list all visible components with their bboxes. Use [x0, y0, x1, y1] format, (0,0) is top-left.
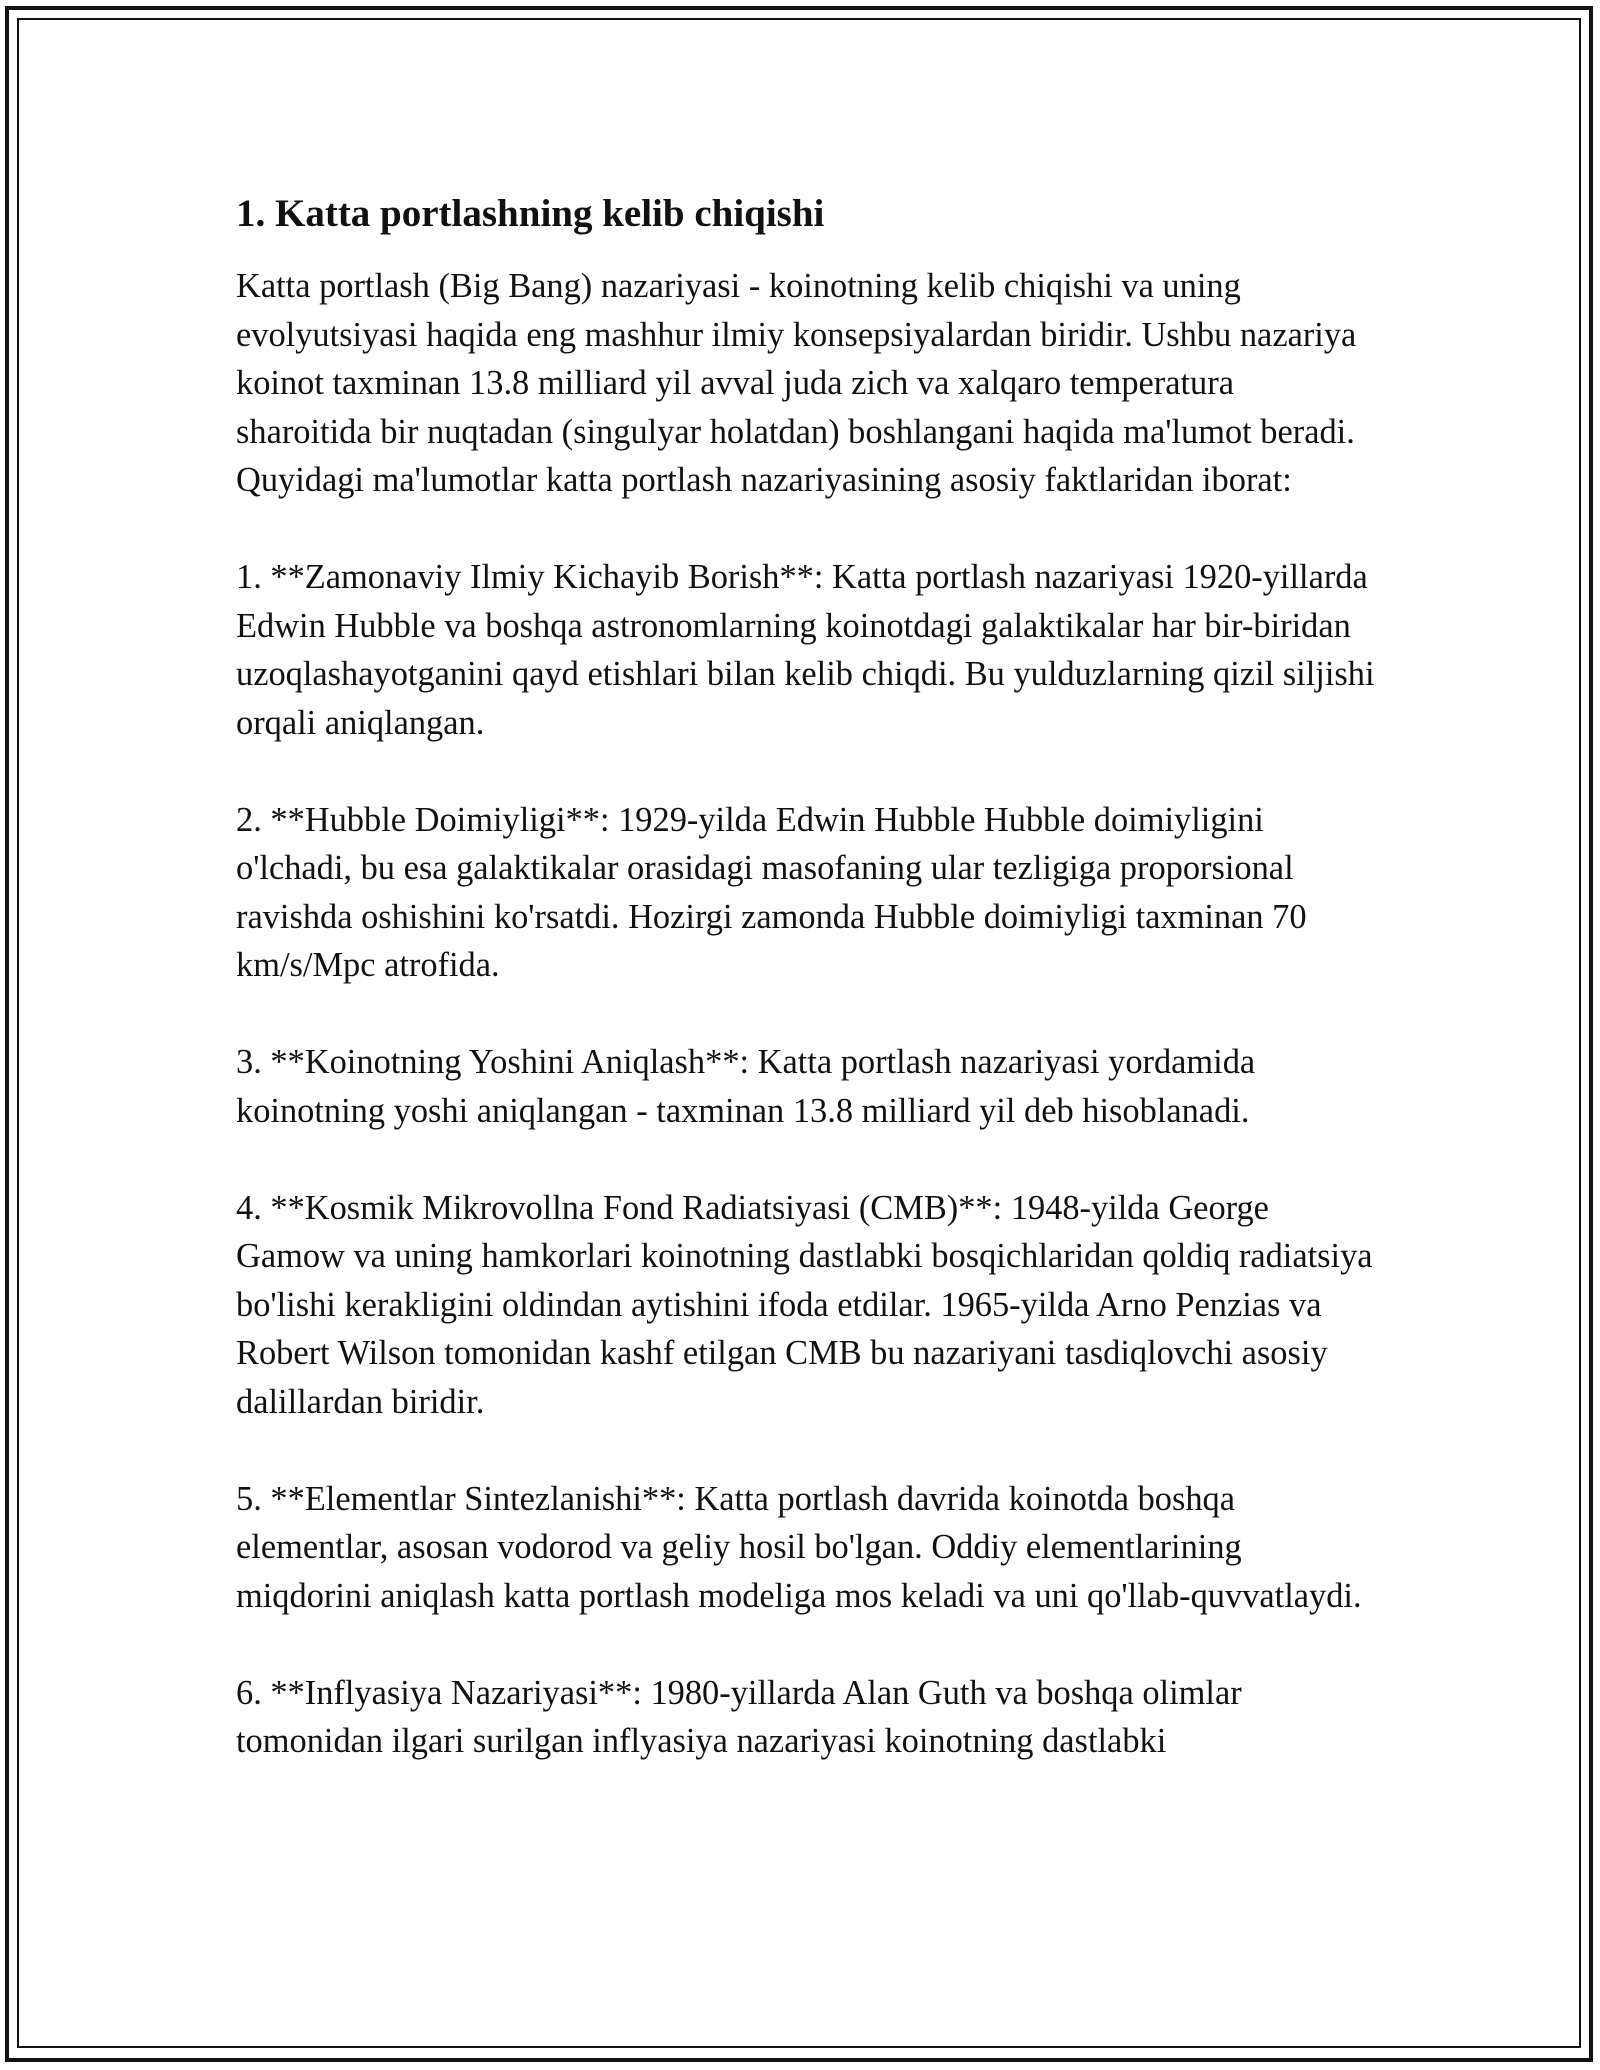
section-heading: 1. Katta portlashning kelib chiqishi	[236, 192, 825, 235]
fact-item-6: 6. **Inflyasiya Nazariyasi**: 1980-yillarda Alan Guth va boshqa olimlar tomonidan ilgari surilgan inflyasiya nazariyasi koinotning dastlabki	[236, 1673, 1242, 1760]
fact-item-4: 4. **Kosmik Mikrovollna Fond Radiatsiyasi (CMB)**: 1948-yilda George Gamow va uning hamkorlari koinotning dastlabki bosqichlaridan qoldiq radiatsiya bo'lishi kerakligini oldindan aytishini ifoda etdilar. 1965-yilda Arno Penzias va Robert Wilson tomonidan kashf etilgan CMB bu nazariyani tasdiqlovchi asosiy dalillardan biridir.	[236, 1188, 1373, 1421]
fact-item-2: 2. **Hubble Doimiyligi**: 1929-yilda Edwin Hubble Hubble doimiyligini o'lchadi, bu esa galaktikalar orasidagi masofaning ular tezligiga proporsional ravishda oshishini ko'rsatdi. Hozirgi zamonda Hubble doimiyligi taxminan 70 km/s/Mpc atrofida.	[236, 800, 1307, 984]
fact-item-3: 3. **Koinotning Yoshini Aniqlash**: Katta portlash nazariyasi yordamida koinotning yoshi aniqlangan - taxminan 13.8 milliard yil deb hisoblanadi.	[236, 1043, 1256, 1130]
intro-paragraph: Katta portlash (Big Bang) nazariyasi - koinotning kelib chiqishi va uning evolyutsiyasi haqida eng mashhur ilmiy konsepsiyalardan biridir. Ushbu nazariya koinot taxminan 13.8 milliard yil avval juda zich va xalqaro temperatura sharoitida bir nuqtadan (singulyar holatdan) boshlangani haqida ma'lumot beradi. Quyidagi ma'lumotlar katta portlash nazariyasining asosiy faktlaridan iborat:	[236, 267, 1357, 499]
document-body	[236, 186, 1376, 1814]
fact-item-5: 5. **Elementlar Sintezlanishi**: Katta portlash davrida koinotda boshqa elementlar, asosan vodorod va geliy hosil bo'lgan. Oddiy elementlarining miqdorini aniqlash katta portlash modeliga mos keladi va uni qo'llab-quvvatlaydi.	[236, 1479, 1362, 1615]
fact-item-1: 1. **Zamonaviy Ilmiy Kichayib Borish**: Katta portlash nazariyasi 1920-yillarda Edwin Hubble va boshqa astronomlarning koinotdagi galaktikalar har bir-biridan uzoqlashayotganini qayd etishlari bilan kelib chiqdi. Bu yulduzlarning qizil siljishi orqali aniqlangan.	[236, 558, 1375, 742]
